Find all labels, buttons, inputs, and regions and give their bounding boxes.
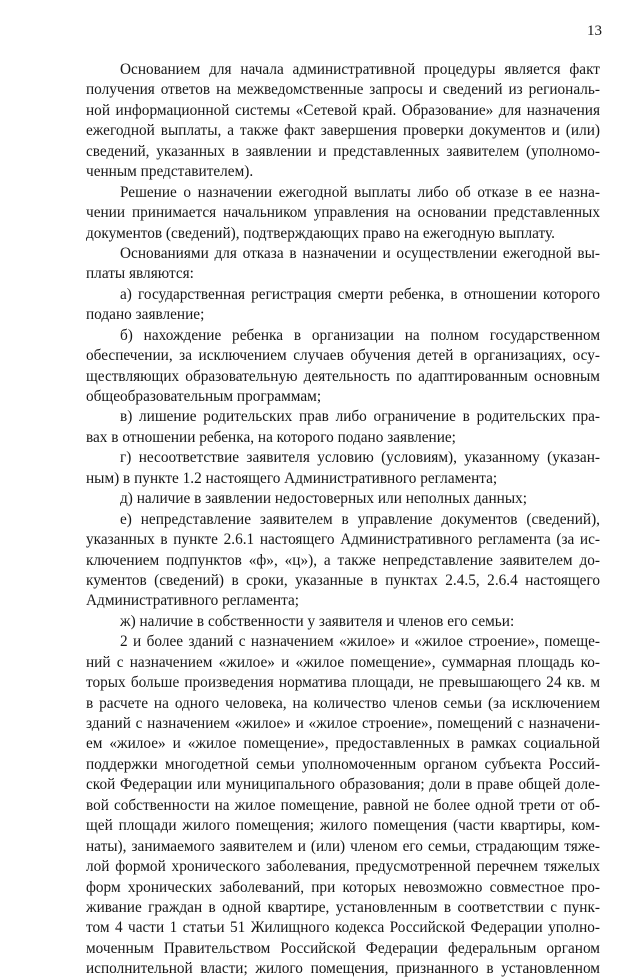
text-line: платы являются: [86, 265, 194, 283]
text-line: Основаниями для отказа в назначении и осуществлении ежегодной вы- [120, 244, 600, 262]
text-line: вой собственности на жилое помещение, равной не более одной трети от об- [86, 796, 600, 814]
text-line: в) лишение родительских прав либо ограничение в родительских пра- [120, 408, 600, 426]
text-line: чении принимается начальником управления на основании представленных [86, 204, 600, 222]
text-line: а) государственная регистрация смерти ребенка, в отношении которого [120, 285, 600, 303]
text-line: е) непредставление заявителем в управление документов (сведений), [120, 510, 600, 528]
text-line: 2 и более зданий с назначением «жилое» и «жилое строение», помеще- [120, 633, 600, 651]
text-line: обеспечении, за исключением случаев обучения детей в организациях, осу- [86, 347, 600, 365]
text-line: документов (сведений), подтверждающих право на ежегодную выплату. [86, 224, 555, 242]
text-line: Решение о назначении ежегодной выплаты либо об отказе в ее назна- [120, 183, 600, 201]
text-line: вах в отношении ребенка, на которого подано заявление; [86, 428, 456, 446]
text-line: наты), занимаемого заявителем и (или) членом его семьи, страдающим тяже- [86, 837, 600, 855]
text-line: ний с назначением «жилое» и «жилое помещение», суммарная площадь ко- [86, 653, 600, 671]
text-line: моченным Правительством Российской Федерации федеральным органом [86, 939, 600, 957]
text-line: д) наличие в заявлении недостоверных или неполных данных; [120, 490, 528, 508]
text-line: общеобразовательным программам; [86, 388, 322, 405]
text-line: форм хронических заболеваний, при которых невозможно совместное про- [86, 878, 600, 896]
text-line: ключением подпунктов «ф», «ц»), а также непредставление заявителем до- [86, 551, 600, 569]
text-line: г) несоответствие заявителя условию (условиям), указанному (указан- [120, 449, 600, 467]
text-line: Основанием для начала административной процедуры является факт [120, 61, 600, 78]
text-line: сведений, указанных в заявлении и представленных заявителем (уполномо- [86, 142, 600, 160]
text-line: ж) наличие в собственности у заявителя и членов его семьи: [120, 612, 515, 630]
text-line: указанных в пункте 2.6.1 настоящего Административного регламента (за ис- [86, 531, 600, 549]
text-line: подано заявление; [86, 306, 205, 324]
text-line: ным) в пункте 1.2 настоящего Административного регламента; [86, 469, 498, 487]
text-line: ской Федерации или муниципального образования; доли в праве общей доле- [86, 776, 600, 794]
text-line: ной информационной системы «Сетевой край. Образование» для назначения [86, 101, 600, 119]
text-line: щей площади жилого помещения; жилого помещения (части квартиры, ком- [86, 817, 600, 835]
text-line: получения ответов на межведомственные запросы и сведений из региональ- [86, 81, 600, 99]
body-text [86, 60, 600, 980]
text-line: Административного регламента; [86, 592, 299, 610]
text-line: ем «жилое» и «жилое помещение», предоставленных в рамках социальной [86, 735, 600, 753]
text-line: зданий с назначением «жилое» и «жилое строение», помещений с назначени- [86, 715, 600, 732]
text-line: лой формой хронического заболевания, предусмотренной перечнем тяжелых [86, 858, 600, 876]
text-line: ществляющих образовательную деятельность по адаптированным основным [86, 367, 600, 385]
text-line: б) нахождение ребенка в организации на полном государственном [120, 326, 600, 344]
text-line: том 4 части 1 статьи 51 Жилищного кодекса Российской Федерации уполно- [86, 919, 600, 937]
text-line: исполнительной власти; жилого помещения, признанного в установленном [86, 960, 600, 978]
text-line: торых больше произведения норматива площади, не превышающего 24 кв. м [86, 674, 600, 692]
text-line: живание граждан в одной квартире, установленным в соответствии с пунк- [86, 898, 600, 916]
page-number: 13 [587, 23, 602, 39]
text-line: поддержки многодетной семьи уполномоченным органом субъекта Россий- [86, 755, 600, 773]
text-line: в расчете на одного человека, на количество членов семьи (за исключением [86, 694, 600, 712]
text-line: ежегодной выплаты, а также факт завершения проверки документов и (или) [86, 122, 600, 140]
text-line: кументов (сведений) в сроки, указанные в пунктах 2.4.5, 2.6.4 настоящего [86, 571, 600, 589]
text-line: ченным представителем). [86, 163, 254, 181]
